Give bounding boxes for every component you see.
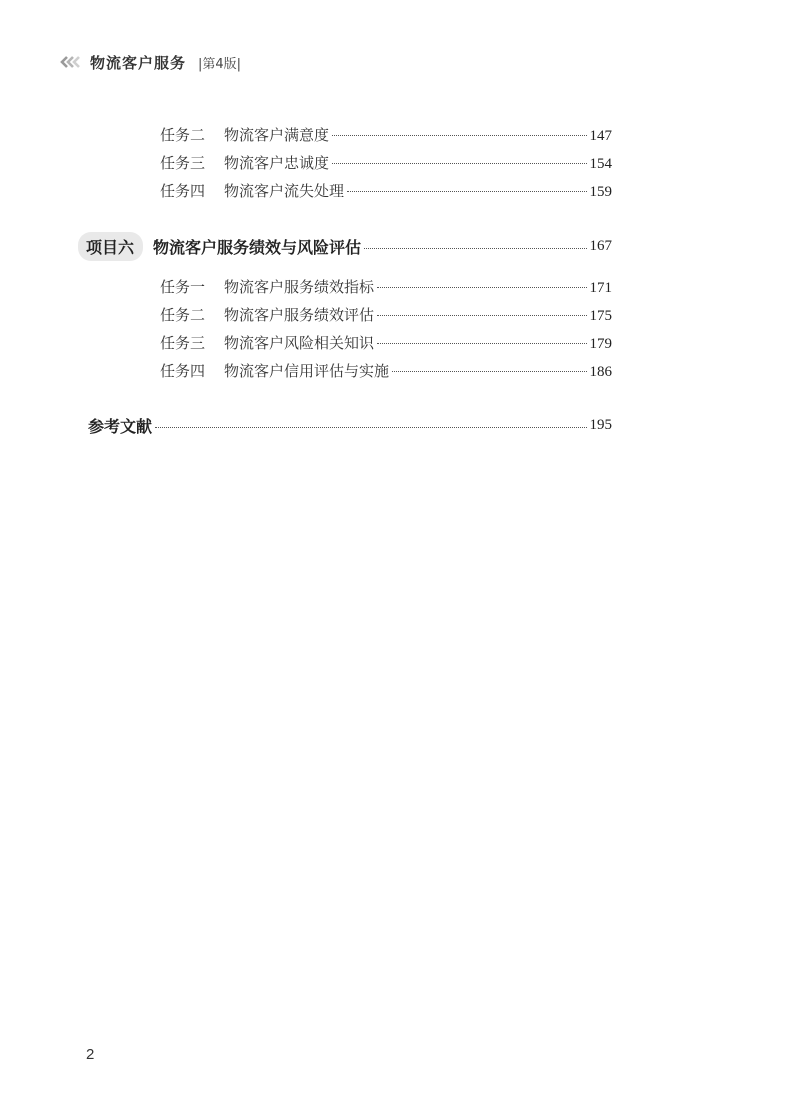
task-title: 物流客户服务绩效指标	[224, 278, 375, 296]
running-header	[60, 50, 241, 74]
references-title: 参考文献	[88, 417, 153, 436]
dot-leader	[332, 163, 586, 164]
page-number: 167	[589, 238, 612, 254]
task-label: 任务一	[160, 278, 206, 296]
toc-entry-task[interactable]	[160, 124, 612, 145]
page-number: 186	[589, 364, 612, 380]
page-number: 159	[589, 184, 612, 200]
task-label: 任务四	[160, 182, 206, 200]
dot-leader	[332, 135, 586, 136]
page-number: 179	[589, 336, 612, 352]
task-title: 物流客户风险相关知识	[224, 334, 375, 352]
page-number: 171	[589, 280, 612, 296]
task-label: 任务二	[160, 126, 206, 144]
book-title: 物流客户服务	[90, 53, 187, 72]
task-title: 物流客户忠诚度	[224, 154, 330, 172]
folio-page-number: 2	[86, 1046, 95, 1063]
task-title: 物流客户流失处理	[224, 182, 345, 200]
dot-leader	[377, 287, 586, 288]
dot-leader	[155, 427, 586, 428]
task-title: 物流客户服务绩效评估	[224, 306, 375, 324]
edition-label: |第4版|	[198, 56, 242, 72]
page-number: 147	[589, 128, 612, 144]
dot-leader	[377, 343, 586, 344]
dot-leader	[364, 248, 586, 249]
double-chevron-left-icon	[60, 55, 82, 69]
project-badge: 项目六	[78, 232, 143, 261]
dot-leader	[347, 191, 586, 192]
page-number: 154	[589, 156, 612, 172]
toc-entry-task[interactable]	[160, 304, 612, 325]
page-number: 195	[589, 417, 612, 433]
toc-entry-references[interactable]	[88, 414, 612, 437]
task-label: 任务三	[160, 334, 206, 352]
dot-leader	[377, 315, 586, 316]
task-title: 物流客户满意度	[224, 126, 330, 144]
toc-entry-task[interactable]	[160, 152, 612, 173]
toc-entry-task[interactable]	[160, 360, 612, 381]
toc-entry-task[interactable]	[160, 276, 612, 297]
project-title: 物流客户服务绩效与风险评估	[153, 238, 362, 257]
task-label: 任务二	[160, 306, 206, 324]
page-number: 175	[589, 308, 612, 324]
task-title: 物流客户信用评估与实施	[224, 362, 390, 380]
toc-entry-task[interactable]	[160, 332, 612, 353]
toc-entry-task[interactable]	[160, 180, 612, 201]
task-label: 任务三	[160, 154, 206, 172]
dot-leader	[392, 371, 586, 372]
toc-entry-project[interactable]	[78, 232, 612, 261]
task-label: 任务四	[160, 362, 206, 380]
